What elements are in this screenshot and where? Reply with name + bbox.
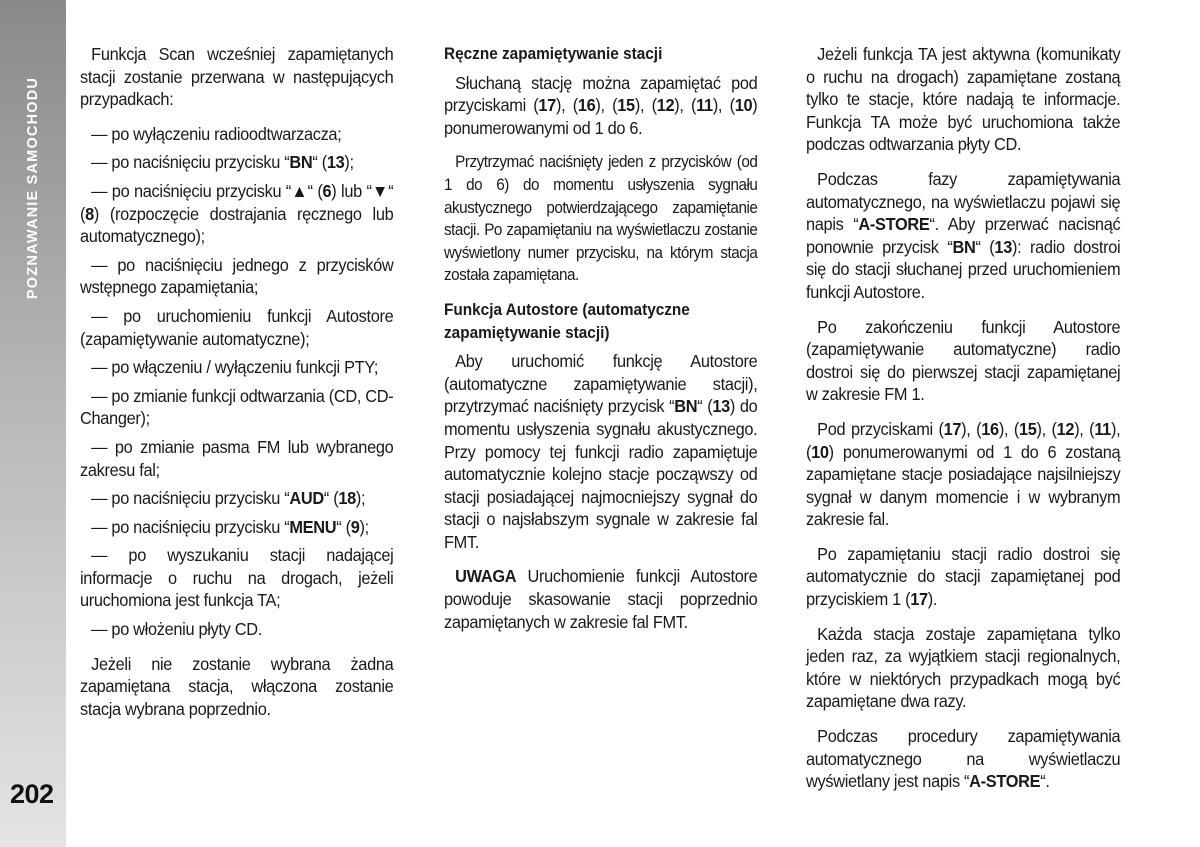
paragraph: Pod przyciskami (17), (16), (15), (12), (11), (10) ponumerowanymi od 1 do 6 zostaną zapamiętane stacje posiadające najsilniejszy sygnał w danym momencie i w wybranym zakresie fal.: [806, 418, 1121, 530]
list-item: — po naciśnięciu jednego z przycisków wstępnego zapamiętania;: [80, 254, 394, 298]
column-left: [80, 43, 393, 732]
intro-paragraph: Funkcja Scan wcześniej zapamiętanych stacji zostanie przerwana w następujących przypadkach:: [80, 44, 394, 110]
side-strip: [0, 0, 66, 847]
list-item: — po naciśnięciu przycisku “AUD“ (18);: [91, 488, 366, 509]
list-item: — po wyłączeniu radioodtwarzacza;: [91, 123, 342, 144]
warning-paragraph: UWAGA Uruchomienie funkcji Autostore powoduje skasowanie stacji poprzednio zapamiętanych w zakresie fal FMT.: [444, 566, 758, 632]
column-right: [806, 43, 1120, 805]
closing-paragraph: Jeżeli nie zostanie wybrana żadna zapamiętana stacja, włączona zostanie stacja wybrana poprzednio.: [80, 653, 394, 719]
paragraph: Aby uruchomić funkcję Autostore (automatyczne zapamiętywanie stacji), przytrzymać naciśnięty przycisk “BN“ (13) do momentu usłyszenia sygnału akustycznego. Przy pomocy tej funkcji radio zapamiętuje automatycznie kolejno stacje począwszy od stacji posiadającej najmocniejszy sygnał do stacji o najsłabszym sygnale w zakresie fal FMT.: [444, 351, 758, 552]
heading-autostore: Funkcja Autostore (automatyczne zapamiętywanie stacji): [444, 300, 690, 342]
column-middle: [444, 43, 757, 645]
list-item: — po włączeniu / wyłączeniu funkcji PTY;: [91, 357, 379, 378]
list-item: — po uruchomieniu funkcji Autostore (zapamiętywanie automatyczne);: [80, 305, 394, 349]
warning-label: UWAGA: [455, 566, 517, 587]
paragraph: Po zakończeniu funkcji Autostore (zapamiętywanie automatyczne) radio dostroi się do pierwszej stacji zapamiętanej w zakresie FM 1.: [806, 316, 1121, 405]
paragraph: Po zapamiętaniu stacji radio dostroi się automatycznie do stacji zapamiętanej pod przyciskiem 1 (17).: [806, 543, 1121, 610]
paragraph: Podczas procedury zapamiętywania automatycznego na wyświetlaczu wyświetlany jest napis “A-STORE“.: [806, 726, 1121, 792]
heading-manual-store: Ręczne zapamiętywanie stacji: [444, 45, 663, 63]
list-item: — po wyszukaniu stacji nadającej informacje o ruchu na drogach, jeżeli uruchomiona jest funkcja TA;: [80, 545, 394, 611]
list-item: — po naciśnięciu przycisku “BN“ (13);: [91, 152, 354, 173]
paragraph: Każda stacja zostaje zapamiętana tylko jeden raz, za wyjątkiem stacji regionalnych, które w niektórych przypadkach mogą być zapamiętane dwa razy.: [806, 623, 1121, 712]
paragraph: Przytrzymać naciśnięty jeden z przycisków (od 1 do 6) do momentu usłyszenia sygnału akustycznego potwierdzającego zapamiętanie stacji. Po zapamiętaniu na wyświetlaczu zostanie wyświetlony numer przycisku, na którym stacja została zapamiętana.: [444, 153, 758, 285]
paragraph: Jeżeli funkcja TA jest aktywna (komunikaty o ruchu na drogach) zapamiętane zostaną tylko te stacje, które nadają te informacje. Funkcja TA może być uruchomiona także podczas odtwarzania płyty CD.: [806, 44, 1121, 155]
arrow-up-icon: ▲: [290, 180, 308, 201]
paragraph: Słuchaną stację można zapamiętać pod przyciskami (17), (16), (15), (12), (11), (10) ponumerowanymi od 1 do 6.: [444, 72, 758, 138]
list-item: — po włożeniu płyty CD.: [91, 619, 262, 640]
paragraph: Podczas fazy zapamiętywania automatycznego, na wyświetlaczu pojawi się napis “A-STORE“. Aby przerwać nacisnąć ponownie przycisk “BN“ (13): radio dostroi się do stacji słuchanej przed uruchomieniem funkcji Autostore.: [806, 168, 1121, 302]
arrow-down-icon: ▼: [371, 180, 389, 201]
section-title: POZNAWANIE SAMOCHODU: [25, 76, 41, 300]
list-item: — po naciśnięciu przycisku “MENU“ (9);: [91, 516, 369, 537]
list-item: — po zmianie funkcji odtwarzania (CD, CD-Changer);: [80, 385, 394, 429]
list-item: — po zmianie pasma FM lub wybranego zakresu fal;: [80, 436, 394, 480]
list-item: — po naciśnięciu przycisku “▲“ (6) lub “▼“ (8) (rozpoczęcie dostrajania ręcznego lub automatycznego);: [80, 180, 394, 247]
page-number: 202: [10, 779, 54, 809]
